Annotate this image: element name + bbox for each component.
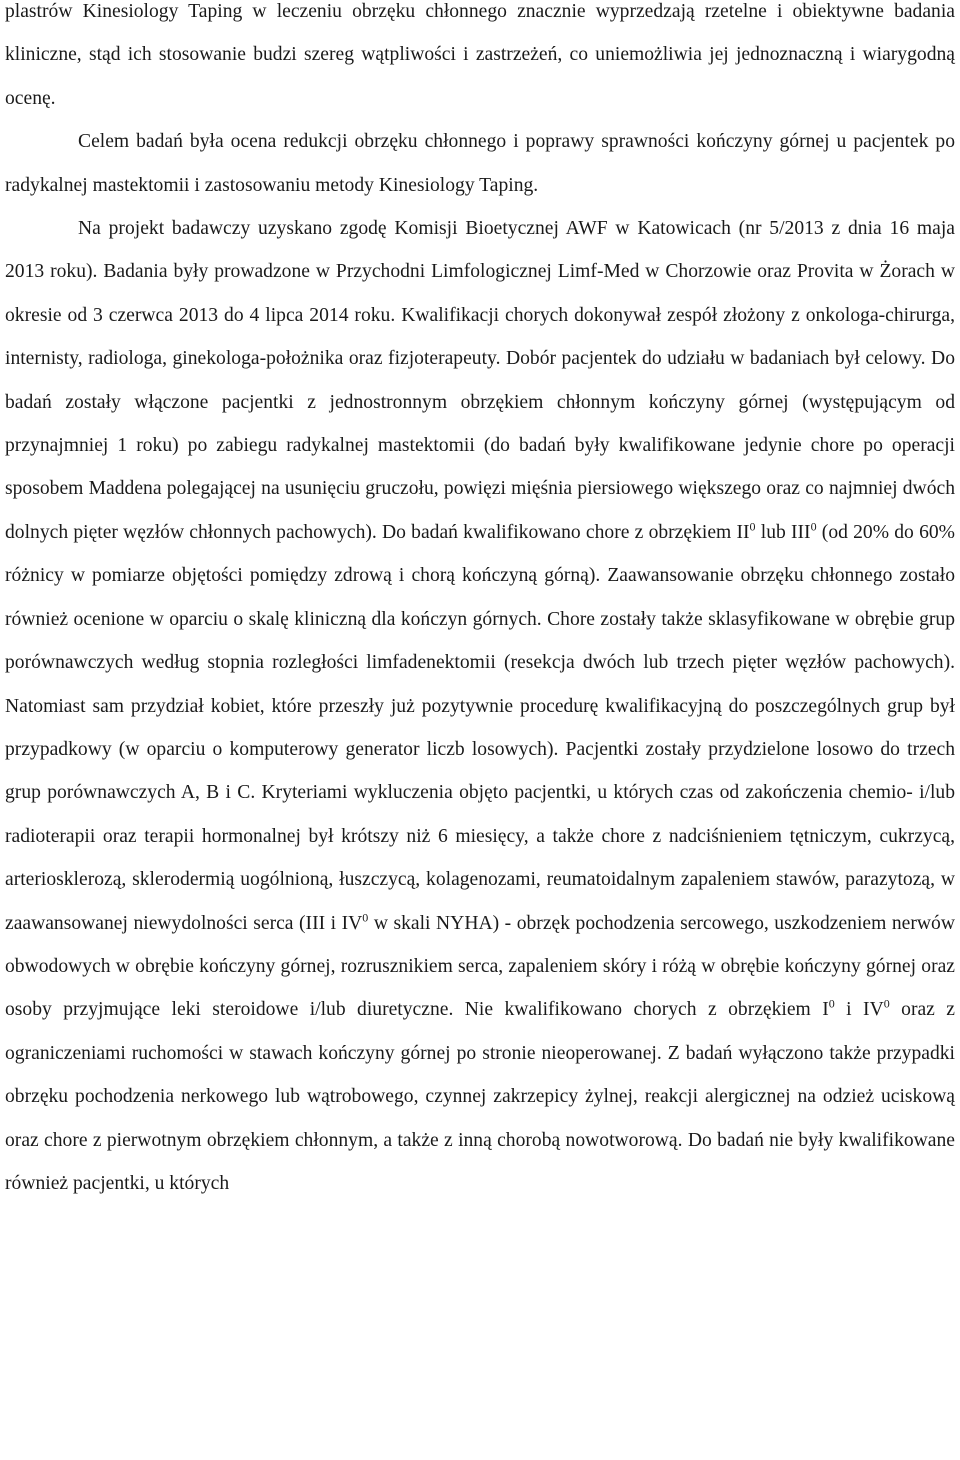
edema-grade-superscript: 0 (810, 519, 817, 534)
methods-text-e: i IV (834, 999, 884, 1021)
methods-text-a: Na projekt badawczy uzyskano zgodę Komisji Bioetycznej AWF w Katowicach (nr 5/2013 z dnia 16 maja 2013 roku). Badania były prowadzone w Przychodni Limfologicznej Limf-Med w Chorzowie oraz Provita w Żorach w okresie od 3 czerwca 2013 do 4 lipca 2014 roku. Kwalifikacji chorych dokonywał zespół złożony z onkologa-chirurga, internisty, radiologa, ginekologa-położnika oraz fizjoterapeuty. Dobór pacjentek do udziału w badaniach był celowy. Do badań zostały włączone pacjentki z jednostronnym obrzękiem chłonnym kończyny górnej (występującym od przynajmniej 1 roku) po zabiegu radykalnej mastektomii (do badań były kwalifikowane jedynie chore po operacji sposobem Maddena polegającej na usunięciu gruczołu, powięzi mięśnia piersiowego większego oraz co najmniej dwóch dolnych pięter węzłów chłonnych pachowych). Do badań kwalifikowano chore z obrzękiem II (5, 218, 955, 543)
paragraph-methods (5, 207, 955, 1205)
methods-text-c: (od 20% do 60% różnicy w pomiarze objętości pomiędzy zdrową i chorą kończyną górną). Zaawansowanie obrzęku chłonnego zostało również ocenione w oparciu o skalę kliniczną dla kończyn górnych. Chore zostały także sklasyfikowane w obrębie grup porównawczych według stopnia rozległości limfadenektomii (resekcja dwóch lub trzech pięter węzłów pachowych). Natomiast sam przydział kobiet, które przeszły już pozytywnie procedurę kwalifikacyjną do poszczególnych grup był przypadkowy (w oparciu o komputerowy generator liczb losowych). Pacjentki zostały przydzielone losowo do trzech grup porównawczych A, B i C. Kryteriami wykluczenia objęto pacjentki, u których czas od zakończenia chemio- i/lub radioterapii oraz terapii hormonalnej był krótszy niż 6 miesięcy, a także chore z nadciśnieniem tętniczym, cukrzycą, arteriosklerozą, sklerodermią uogólnioną, łuszczycą, kolagenozami, reumatoidalnym zapaleniem stawów, parazytozą, w zaawansowanej niewydolności serca (III i IV (5, 521, 955, 934)
methods-text-d: w skali NYHA) - obrzęk pochodzenia sercowego, uszkodzeniem nerwów obwodowych w obrębie kończyny górnej, rozrusznikiem serca, zapaleniem skóry i różą w obrębie kończyny górnej oraz osoby przyjmujące leki steroidowe i/lub diuretyczne. Nie kwalifikowano chorych z obrzękiem I (5, 912, 955, 1021)
nyha-grade-superscript: 0 (362, 910, 369, 924)
paragraph-study-aim: Celem badań była ocena redukcji obrzęku chłonnego i poprawy sprawności kończyny górnej u pacjentek po radykalnej mastektomii i zastosowaniu metody Kinesiology Taping. (5, 131, 955, 196)
methods-text-f: oraz z ograniczeniami ruchomości w stawach kończyny górnej po stronie nieoperowanej. Z badań wyłączono także przypadki obrzęku pochodzenia nerkowego lub wątrobowego, czynnej zakrzepicy żylnej, reakcji alergicznej na odzież uciskową oraz chore z pierwotnym obrzękiem chłonnym, a także z inną chorobą nowotworową. Do badań nie były kwalifikowane również pacjentki, u których (5, 999, 955, 1194)
edema-grade-superscript: 0 (828, 996, 835, 1011)
edema-grade-superscript: 0 (883, 996, 890, 1011)
document-page (5, 0, 955, 1205)
edema-grade-superscript: 0 (749, 519, 756, 534)
paragraph-intro-continuation: plastrów Kinesiology Taping w leczeniu obrzęku chłonnego znacznie wyprzedzają rzetelne i obiektywne badania kliniczne, stąd ich stosowanie budzi szereg wątpliwości i zastrzeżeń, co uniemożliwia jej jednoznaczną i wiarygodną ocenę. (5, 1, 955, 109)
methods-text-b: lub III (755, 521, 811, 543)
